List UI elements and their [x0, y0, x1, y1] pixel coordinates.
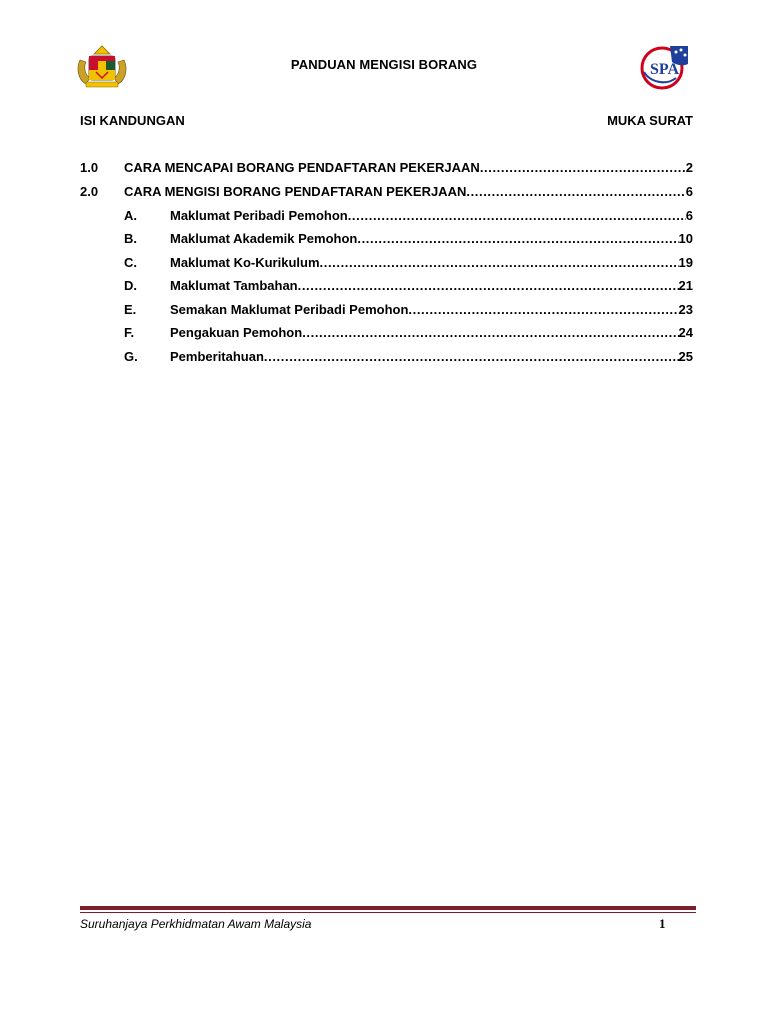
- page-number-heading: MUKA SURAT: [607, 113, 693, 128]
- toc-subentry[interactable]: [80, 348, 693, 366]
- dot-leader: [298, 277, 679, 295]
- footer-organization: Suruhanjaya Perkhidmatan Awam Malaysia: [80, 917, 312, 931]
- dot-leader: [264, 348, 679, 366]
- toc-entry-number: D.: [124, 278, 137, 293]
- toc-entry-title: Maklumat Peribadi Pemohon: [170, 208, 348, 223]
- spa-logo-text: SPA: [650, 61, 680, 78]
- toc-entry-title: Maklumat Akademik Pemohon: [170, 231, 358, 246]
- footer-page-number: 1: [659, 916, 666, 931]
- toc-subentry[interactable]: [80, 207, 693, 225]
- dot-leader: [357, 230, 678, 248]
- toc-subentry[interactable]: [80, 230, 693, 248]
- toc-entry[interactable]: [80, 159, 693, 177]
- dot-leader: [480, 159, 686, 177]
- toc-entry-page: 6: [685, 208, 693, 223]
- toc-entry-title: Semakan Maklumat Peribadi Pemohon: [170, 302, 409, 317]
- dot-leader: [408, 301, 678, 319]
- toc-entry-page: 23: [678, 302, 693, 317]
- toc-entry-number: A.: [124, 208, 137, 223]
- toc-entry-number: G.: [124, 349, 138, 364]
- footer-rule-thin: [80, 912, 696, 913]
- toc-entry-number: B.: [124, 231, 137, 246]
- dot-leader: [466, 183, 685, 201]
- toc-entry-page: 24: [678, 325, 693, 340]
- toc-entry-page: 6: [685, 184, 693, 199]
- toc-entry-title: CARA MENGISI BORANG PENDAFTARAN PEKERJAAN: [124, 184, 467, 199]
- toc-entry-title: Maklumat Tambahan: [170, 278, 298, 293]
- dot-leader: [320, 254, 679, 272]
- dot-leader: [348, 207, 686, 225]
- dot-leader: [302, 324, 678, 342]
- toc-entry-number: 1.0: [80, 160, 99, 175]
- spa-logo-icon: [636, 42, 696, 90]
- toc-entry[interactable]: [80, 183, 693, 201]
- toc-subentry[interactable]: [80, 301, 693, 319]
- toc-entry-page: 2: [685, 160, 693, 175]
- toc-entry-page: 19: [678, 255, 693, 270]
- toc-entry-title: Pengakuan Pemohon: [170, 325, 303, 340]
- toc-entry-title: CARA MENCAPAI BORANG PENDAFTARAN PEKERJAAN: [124, 160, 480, 175]
- toc-entry-number: F.: [124, 325, 135, 340]
- toc-entry-title: Pemberitahuan: [170, 349, 264, 364]
- header-title: PANDUAN MENGISI BORANG: [290, 57, 478, 72]
- toc-entry-number: E.: [124, 302, 137, 317]
- toc-subentry[interactable]: [80, 324, 693, 342]
- toc-entry-page: 21: [678, 278, 693, 293]
- toc-subentry[interactable]: [80, 277, 693, 295]
- toc-entry-page: 10: [678, 231, 693, 246]
- toc-entry-title: Maklumat Ko-Kurikulum: [170, 255, 320, 270]
- toc-entry-number: 2.0: [80, 184, 99, 199]
- toc-subentry[interactable]: [80, 254, 693, 272]
- footer-rule: [80, 906, 696, 910]
- toc-heading: ISI KANDUNGAN: [80, 113, 185, 128]
- toc-entry-page: 25: [678, 349, 693, 364]
- toc-entry-number: C.: [124, 255, 137, 270]
